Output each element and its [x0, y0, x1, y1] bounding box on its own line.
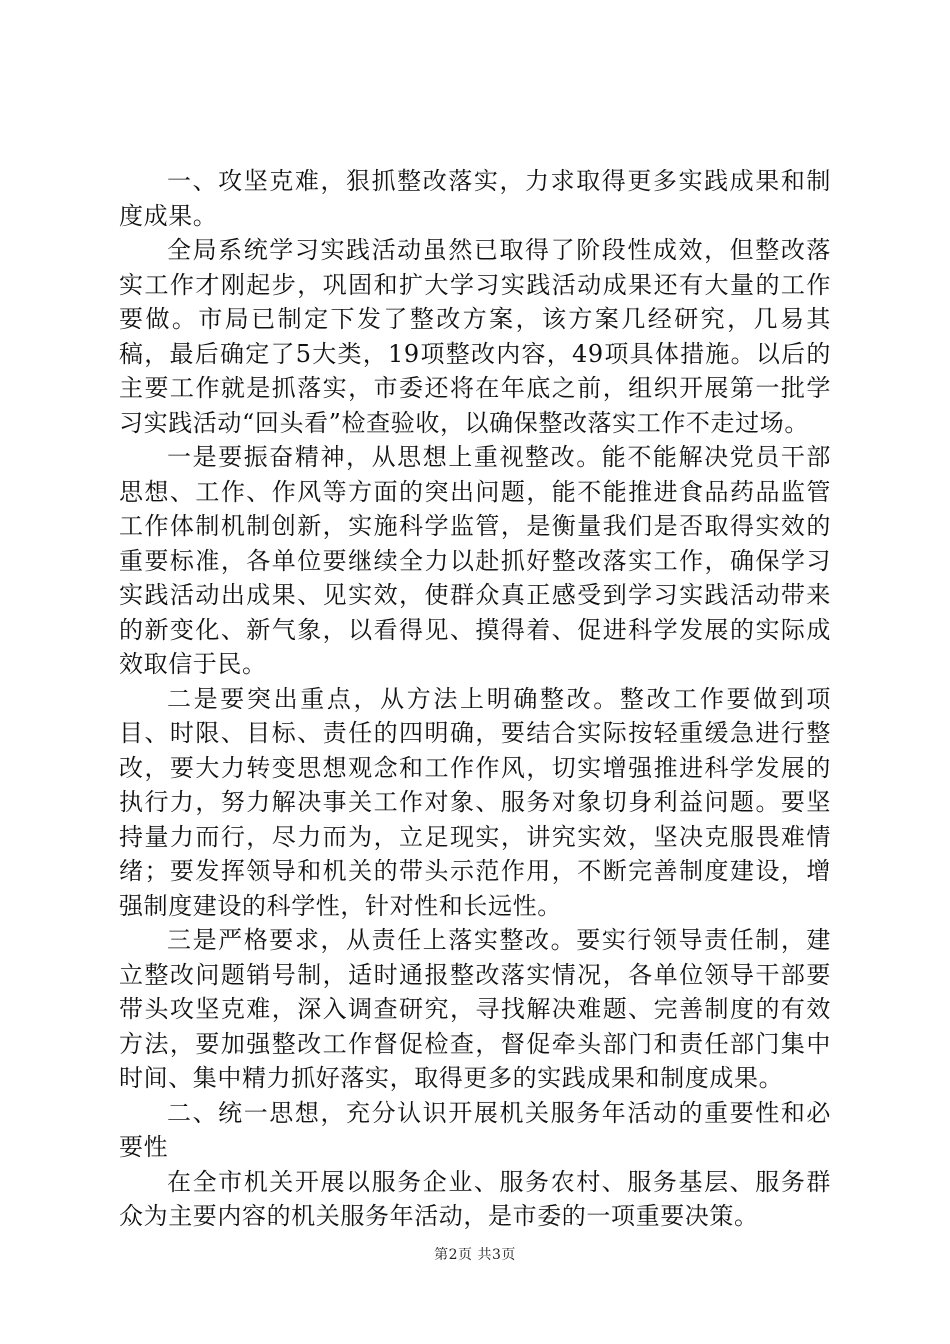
- paragraph-point-1: 一是要振奋精神，从思想上重视整改。能不能解决党员干部思想、工作、作风等方面的突出问题，能不能推进食品药品监管工作体制机制创新，实施科学监管，是衡量我们是否取得实效的重要标准，各单位要继续全力以赴抓好整改落实工作，确保学习实践活动出成果、见实效，使群众真正感受到学习实践活动带来的新变化、新气象，以看得见、摸得着、促进科学发展的实际成效取信于民。: [119, 443, 831, 678]
- page-footer: 第2页 共3页: [434, 1247, 516, 1263]
- paragraph-service-year: 在全市机关开展以服务企业、服务农村、服务基层、服务群众为主要内容的机关服务年活动，是市委的一项重要决策。: [119, 1167, 831, 1230]
- paragraph-point-2: 二是要突出重点，从方法上明确整改。整改工作要做到项目、时限、目标、责任的四明确，要结合实际按轻重缓急进行整改，要大力转变思想观念和工作作风，切实增强推进科学发展的执行力，努力解决事关工作对象、服务对象切身利益问题。要坚持量力而行，尽力而为，立足现实，讲究实效，坚决克服畏难情绪；要发挥领导和机关的带头示范作用，不断完善制度建设，增强制度建设的科学性，针对性和长远性。: [119, 684, 831, 920]
- paragraph-point-3: 三是严格要求，从责任上落实整改。要实行领导责任制，建立整改问题销号制，适时通报整改落实情况，各单位领导干部要带头攻坚克难，深入调查研究，寻找解决难题、完善制度的有效方法，要加强整改工作督促检查，督促牵头部门和责任部门集中时间、集中精力抓好落实，取得更多的实践成果和制度成果。: [119, 926, 831, 1092]
- paragraph-overview: 全局系统学习实践活动虽然已取得了阶段性成效，但整改落实工作才刚起步，巩固和扩大学习实践活动成果还有大量的工作要做。市局已制定下发了整改方案，该方案几经研究，几易其稿，最后确定了5大类，19项整改内容，49项具体措施。以后的主要工作就是抓落实，市委还将在年底之前，组织开展第一批学习实践活动“回头看”检查验收，以确保整改落实工作不走过场。: [119, 236, 831, 437]
- section-heading-1: 一、攻坚克难，狠抓整改落实，力求取得更多实践成果和制度成果。: [119, 167, 831, 230]
- section-heading-2: 二、统一思想，充分认识开展机关服务年活动的重要性和必要性: [119, 1098, 831, 1161]
- document-body: [119, 164, 831, 1234]
